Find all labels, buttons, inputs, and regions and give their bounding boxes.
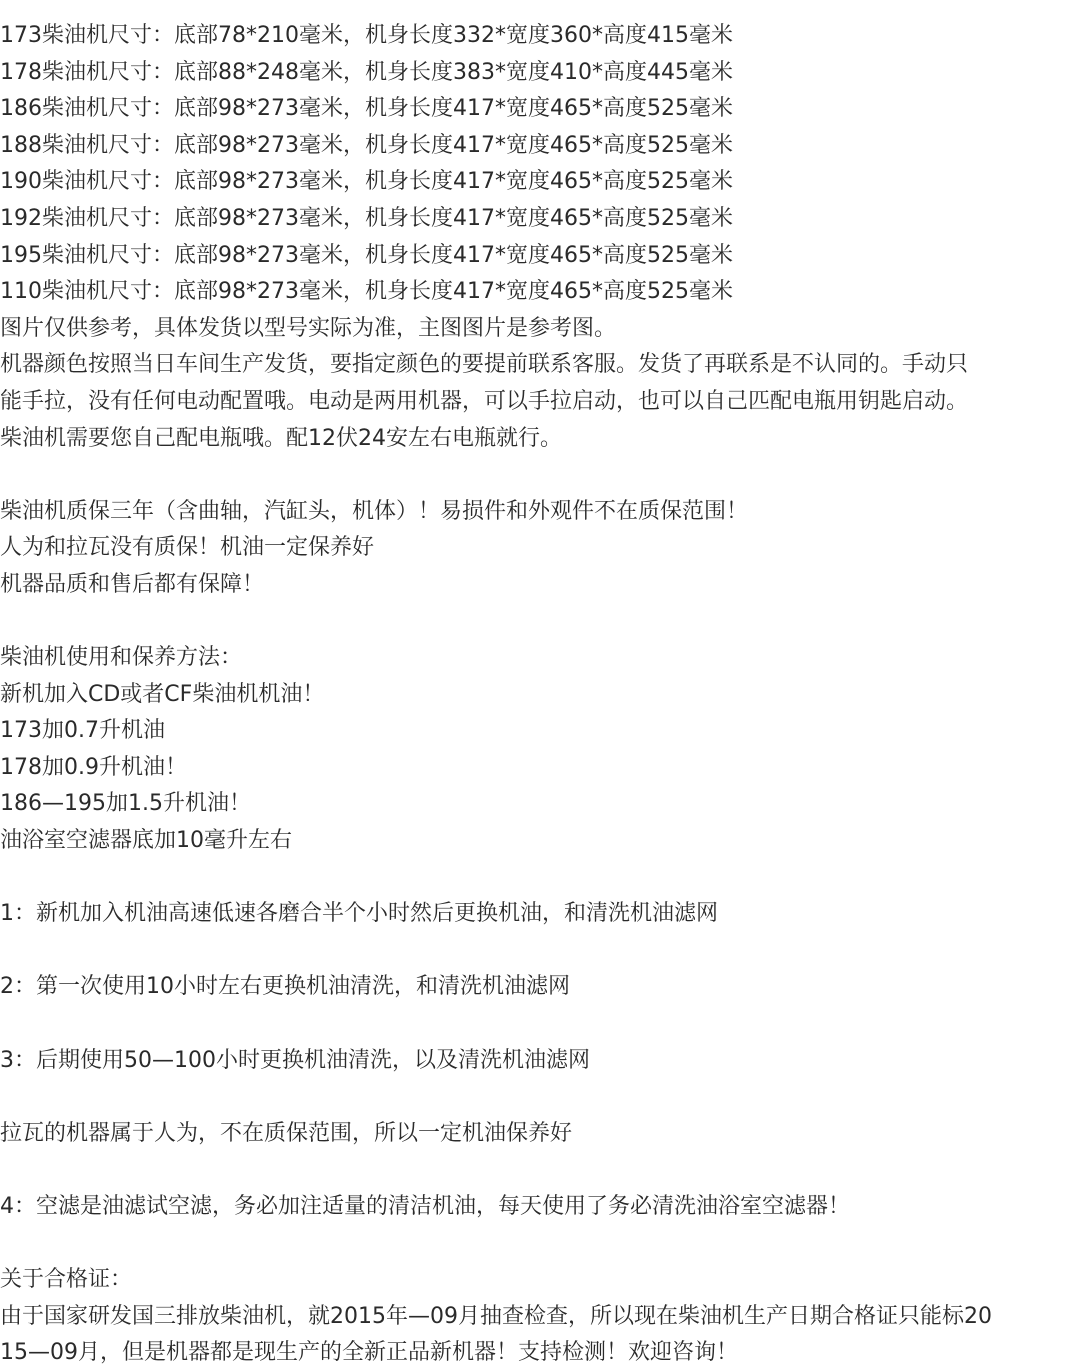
shipping-notice [0, 311, 1080, 457]
warranty-line: 人为和拉瓦没有质保！机油一定保养好 [0, 535, 375, 561]
notice-line: 图片仅供参考，具体发货以型号实际为准，主图图片是参考图。 [0, 315, 617, 341]
spacer [0, 1226, 1080, 1263]
usage-heading: 柴油机使用和保养方法： [0, 645, 243, 671]
warranty-line: 机器品质和售后都有保障！ [0, 571, 265, 597]
notice-line: 机器颜色按照当日车间生产发货，要指定颜色的要提前联系客服。发货了再联系是不认同的。手动只 [0, 352, 969, 378]
step-2: 2：第一次使用10小时左右更换机油清洗，和清洗机油滤网 [0, 974, 570, 1000]
spec-line-190: 190柴油机尺寸：底部98*273毫米，机身长度417*宽度465*高度525毫米 [0, 169, 733, 195]
spec-line-188: 188柴油机尺寸：底部98*273毫米，机身长度417*宽度465*高度525毫米 [0, 132, 733, 158]
warranty-line: 柴油机质保三年（含曲轴，汽缸头，机体）！易损件和外观件不在质保范围！ [0, 498, 749, 524]
step-4: 4：空滤是油滤试空滤，务必加注适量的清洁机油，每天使用了务必清洗油浴室空滤器！ [0, 1194, 850, 1219]
usage-line: 178加0.9升机油！ [0, 754, 187, 780]
usage-line: 新机加入CD或者CF柴油机机油！ [0, 681, 325, 707]
usage-line: 油浴室空滤器底加10毫升左右 [0, 828, 292, 854]
spacer [0, 1006, 1080, 1043]
engine-dimension-list [0, 18, 1080, 311]
certificate-section [0, 1262, 1080, 1372]
spacer [0, 457, 1080, 494]
certificate-heading: 关于合格证： [0, 1267, 133, 1293]
spec-line-173: 173柴油机尺寸：底部78*210毫米，机身长度332*宽度360*高度415毫米 [0, 23, 733, 48]
spec-line-192: 192柴油机尺寸：底部98*273毫米，机身长度417*宽度465*高度525毫米 [0, 205, 733, 231]
usage-line: 186—195加1.5升机油！ [0, 791, 251, 817]
spacer [0, 1152, 1080, 1189]
pull-warning: 拉瓦的机器属于人为，不在质保范围，所以一定机油保养好 [0, 1120, 573, 1146]
usage-line: 173加0.7升机油 [0, 718, 165, 744]
spacer [0, 860, 1080, 897]
notice-line: 能手拉，没有任何电动配置哦。电动是两用机器，可以手拉启动，也可以自己匹配电瓶用钥匙启动。 [0, 388, 969, 414]
spec-line-110: 110柴油机尺寸：底部98*273毫米，机身长度417*宽度465*高度525毫米 [0, 279, 733, 305]
step-3: 3：后期使用50—100小时更换机油清洗，以及清洗机油滤网 [0, 1047, 590, 1073]
spacer [0, 933, 1080, 970]
warranty-section [0, 494, 1080, 604]
notice-line: 柴油机需要您自己配电瓶哦。配12伏24安左右电瓶就行。 [0, 425, 562, 451]
certificate-line: 15—09月，但是机器都是现生产的全新正品新机器！支持检测！欢迎咨询！ [0, 1340, 738, 1366]
spec-line-178: 178柴油机尺寸：底部88*248毫米，机身长度383*宽度410*高度445毫米 [0, 59, 733, 85]
spacer [0, 604, 1080, 641]
spacer [0, 1079, 1080, 1116]
spec-line-186: 186柴油机尺寸：底部98*273毫米，机身长度417*宽度465*高度525毫米 [0, 96, 733, 122]
product-description-text [0, 18, 1080, 1372]
maintenance-steps [0, 896, 1080, 1225]
spec-line-195: 195柴油机尺寸：底部98*273毫米，机身长度417*宽度465*高度525毫米 [0, 242, 733, 268]
certificate-line: 由于国家研发国三排放柴油机，就2015年—09月抽查检查，所以现在柴油机生产日期合格证只能标20 [0, 1303, 992, 1329]
usage-section [0, 640, 1080, 860]
step-1: 1：新机加入机油高速低速各磨合半个小时然后更换机油，和清洗机油滤网 [0, 901, 718, 927]
